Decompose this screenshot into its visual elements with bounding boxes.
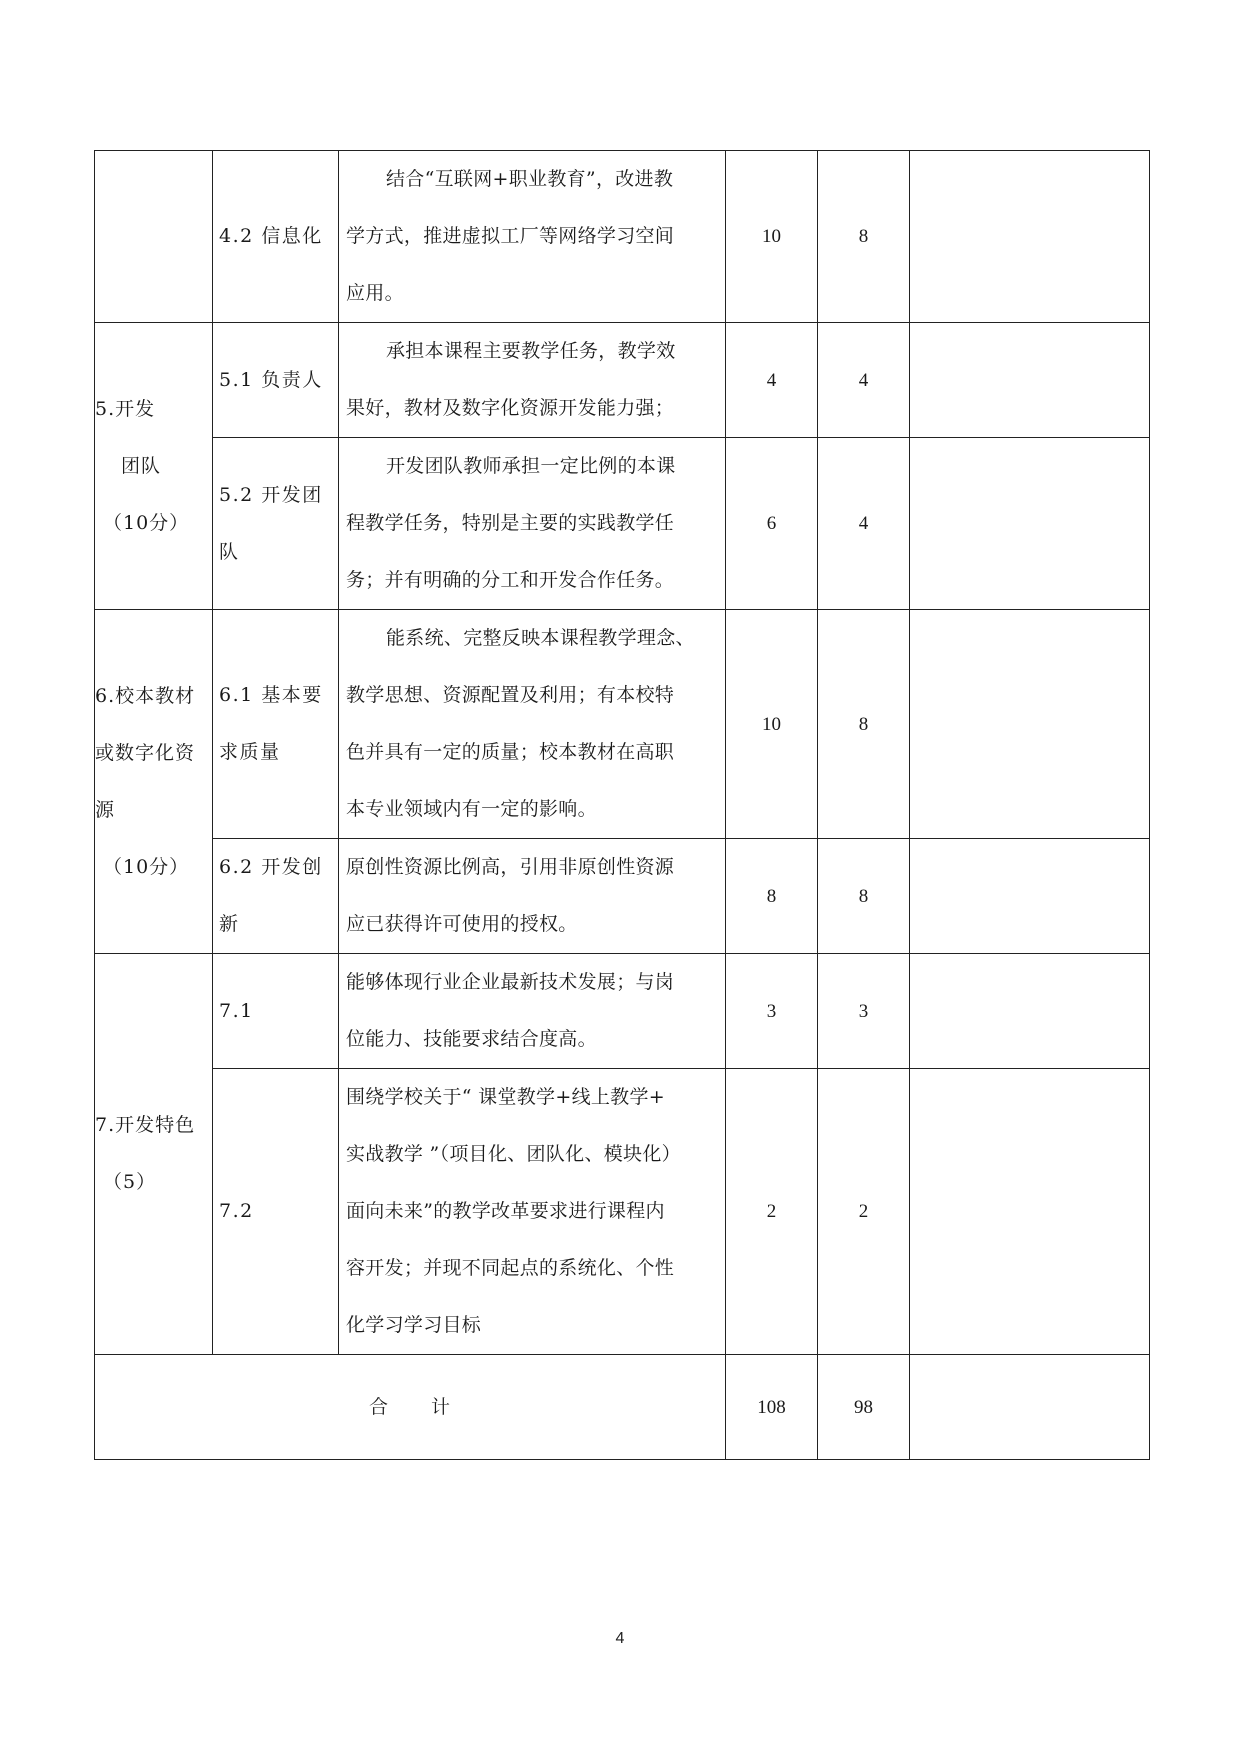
criteria-cell [339,438,726,610]
category-line: （5） [103,1171,157,1193]
subitem-cell [213,323,339,438]
table-row [95,954,1150,1069]
category-line: （10分） [103,511,190,534]
total-label-b: 计 [431,1395,452,1418]
subitem-label: 队 [219,540,240,563]
total-row [95,1355,1150,1460]
full-score-cell: 2 [726,1069,818,1355]
category-line: （10分） [103,855,190,878]
subitem-cell [213,438,339,610]
total-full-score: 108 [726,1355,818,1460]
category-cell [95,610,213,954]
category-line: 7.开发特色 [95,1114,196,1136]
full-score-cell: 6 [726,438,818,610]
total-remarks-cell [910,1355,1150,1460]
criteria-line: 开发团队教师承担一定比例的本课 [386,455,676,477]
criteria-line: 化学习学习目标 [346,1314,482,1336]
full-score-cell: 3 [726,954,818,1069]
criteria-line: 应用。 [346,282,404,304]
full-score-cell: 4 [726,323,818,438]
criteria-line: 实战教学 ”（项目化、团队化、模块化） [346,1143,681,1165]
table-row [95,323,1150,438]
remarks-cell [910,323,1150,438]
criteria-line: 学方式，推进虚拟工厂等网络学习空间 [346,225,675,247]
category-line: 6.校本教材 [95,684,196,707]
subitem-cell [213,954,339,1069]
criteria-line: 结合“互联网+职业教育”，改进教 [386,168,674,190]
remarks-cell [910,1069,1150,1355]
subitem-label: 5.2 开发团 [219,483,323,506]
criteria-line: 色并具有一定的质量；校本教材在高职 [346,741,675,763]
score-cell: 8 [818,839,910,954]
category-cell [95,323,213,610]
subitem-cell [213,839,339,954]
criteria-line: 原创性资源比例高，引用非原创性资源 [346,856,675,878]
criteria-line: 位能力、技能要求结合度高。 [346,1028,597,1050]
remarks-cell [910,151,1150,323]
category-cell-empty [95,151,213,323]
category-cell [95,954,213,1355]
full-score-cell: 10 [726,151,818,323]
total-score: 98 [818,1355,910,1460]
criteria-cell [339,1069,726,1355]
full-score-cell: 8 [726,839,818,954]
remarks-cell [910,438,1150,610]
score-cell: 4 [818,438,910,610]
subitem-label: 7.2 [219,1200,254,1222]
subitem-label: 6.2 开发创 [219,856,323,878]
criteria-line: 果好，教材及数字化资源开发能力强； [346,397,675,419]
criteria-line: 务；并有明确的分工和开发合作任务。 [346,569,675,591]
subitem-cell [213,610,339,839]
remarks-cell [910,954,1150,1069]
page-number: 4 [615,1630,625,1647]
criteria-line: 承担本课程主要教学任务，教学效 [386,340,676,362]
criteria-line: 应已获得许可使用的授权。 [346,913,578,935]
subitem-label: 6.1 基本要 [219,684,323,706]
score-cell: 2 [818,1069,910,1355]
criteria-line: 教学思想、资源配置及利用；有本校特 [346,684,675,706]
criteria-line: 能系统、完整反映本课程教学理念、 [386,627,695,649]
scoring-table [94,150,1150,1460]
criteria-line: 程教学任务，特别是主要的实践教学任 [346,512,675,534]
score-cell: 4 [818,323,910,438]
category-line: 团队 [121,454,162,477]
criteria-line: 本专业领域内有一定的影响。 [346,798,597,820]
subitem-label: 5.1 负责人 [219,368,323,391]
criteria-line: 容开发；并现不同起点的系统化、个性 [346,1257,675,1279]
criteria-line: 面向未来”的教学改革要求进行课程内 [346,1200,665,1222]
remarks-cell [910,610,1150,839]
subitem-cell [213,151,339,323]
subitem-label: 4.2 信息化 [219,225,323,247]
score-cell: 8 [818,151,910,323]
table-row [95,610,1150,839]
table-row [95,438,1150,610]
table-row [95,839,1150,954]
criteria-cell [339,954,726,1069]
subitem-cell [213,1069,339,1355]
criteria-cell [339,839,726,954]
criteria-line: 围绕学校关于“ 课堂教学+线上教学+ [346,1086,665,1108]
category-line: 或数字化资 [95,741,196,764]
total-label-a: 合 [368,1395,389,1418]
full-score-cell: 10 [726,610,818,839]
subitem-label: 求质量 [219,741,281,763]
score-cell: 3 [818,954,910,1069]
criteria-line: 能够体现行业企业最新技术发展；与岗 [346,971,675,993]
subitem-label: 7.1 [219,999,254,1022]
criteria-cell [339,323,726,438]
criteria-cell [339,151,726,323]
category-line: 5.开发 [95,397,156,420]
remarks-cell [910,839,1150,954]
table-row [95,151,1150,323]
table-row [95,1069,1150,1355]
criteria-cell [339,610,726,839]
subitem-label: 新 [219,913,240,935]
total-label-cell [95,1355,726,1460]
score-cell: 8 [818,610,910,839]
category-line: 源 [95,798,116,821]
